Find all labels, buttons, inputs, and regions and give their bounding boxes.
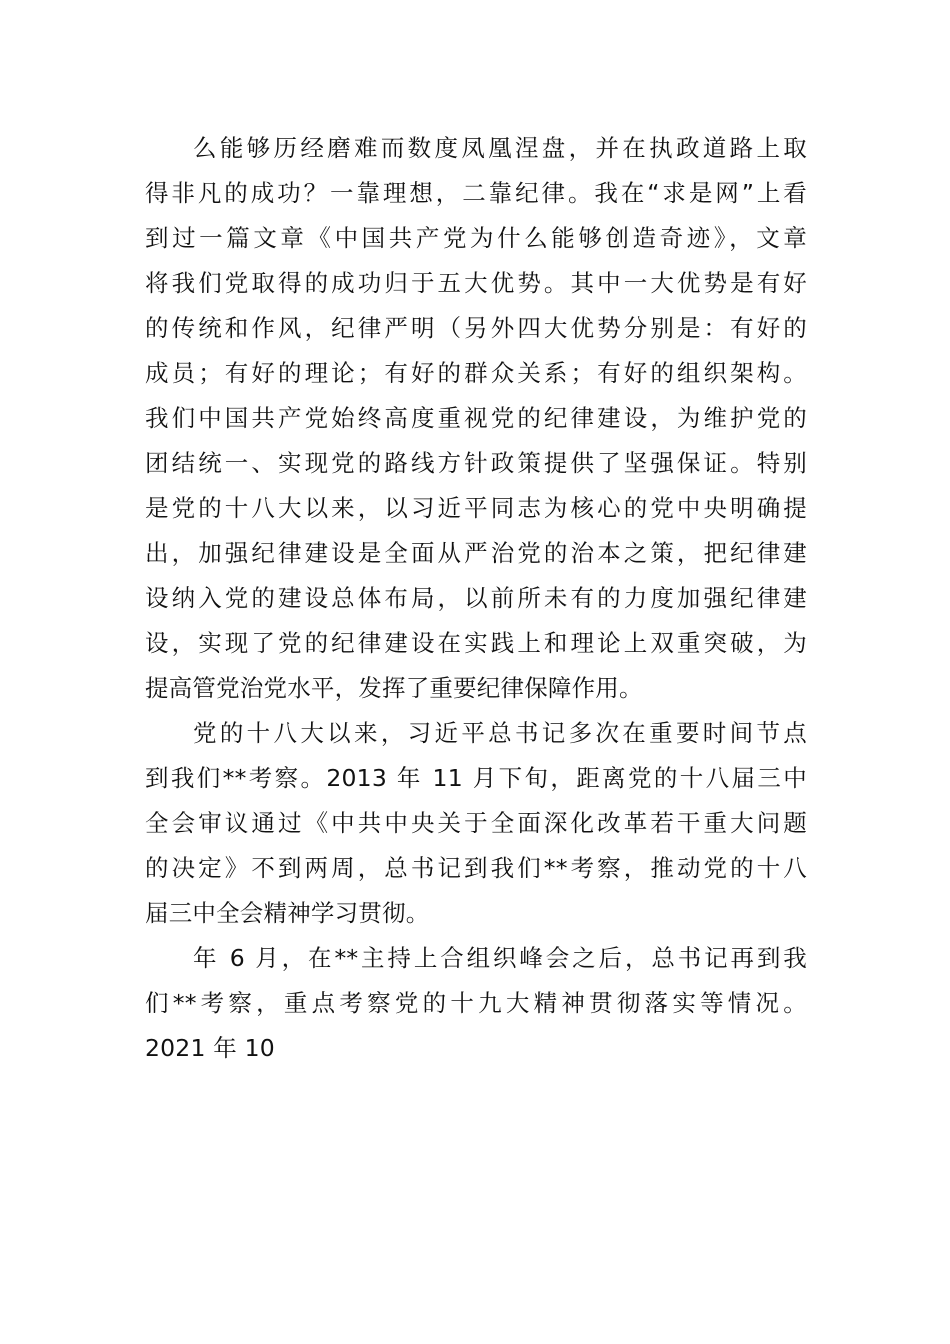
text-line: 到我们**考察。2013 年 11 月下旬，距离党的十八届三中 [145, 764, 807, 792]
paragraph-1 [145, 126, 807, 711]
text-line: 得非凡的成功？一靠理想，二靠纪律。我在“求是网”上看 [145, 179, 807, 207]
text-line: 我们中国共产党始终高度重视党的纪律建设，为维护党的 [145, 404, 807, 432]
text-line: 年 6 月，在**主持上合组织峰会之后，总书记再到我 [193, 944, 807, 972]
text-line: 全会审议通过《中共中央关于全面深化改革若干重大问题 [145, 809, 807, 837]
text-line: 到过一篇文章《中国共产党为什么能够创造奇迹》，文章 [145, 224, 807, 252]
text-line: 将我们党取得的成功归于五大优势。其中一大优势是有好 [145, 269, 807, 297]
text-line: 2021 年 10 [145, 1034, 275, 1062]
text-line: 设纳入党的建设总体布局，以前所未有的力度加强纪律建 [145, 584, 807, 612]
text-line: 设，实现了党的纪律建设在实践上和理论上双重突破，为 [145, 629, 807, 657]
text-line: 的传统和作风，纪律严明（另外四大优势分别是：有好的 [145, 314, 807, 342]
text-line: 出，加强纪律建设是全面从严治党的治本之策，把纪律建 [145, 539, 807, 567]
document-body [145, 126, 807, 1071]
text-line: 成员；有好的理论；有好的群众关系；有好的组织架构。 [145, 359, 807, 387]
text-line: 团结统一、实现党的路线方针政策提供了坚强保证。特别 [145, 449, 807, 477]
paragraph-2 [145, 711, 807, 936]
paragraph-3 [145, 936, 807, 1071]
text-line: 是党的十八大以来，以习近平同志为核心的党中央明确提 [145, 494, 807, 522]
text-line: 么能够历经磨难而数度凤凰涅盘，并在执政道路上取 [193, 134, 807, 162]
text-line: 提高管党治党水平，发挥了重要纪律保障作用。 [145, 674, 643, 702]
text-line: 的决定》不到两周，总书记到我们**考察，推动党的十八 [145, 854, 807, 882]
text-line: 届三中全会精神学习贯彻。 [145, 899, 430, 927]
text-line: 们**考察，重点考察党的十九大精神贯彻落实等情况。 [145, 989, 807, 1017]
text-line: 党的十八大以来，习近平总书记多次在重要时间节点 [193, 719, 807, 747]
